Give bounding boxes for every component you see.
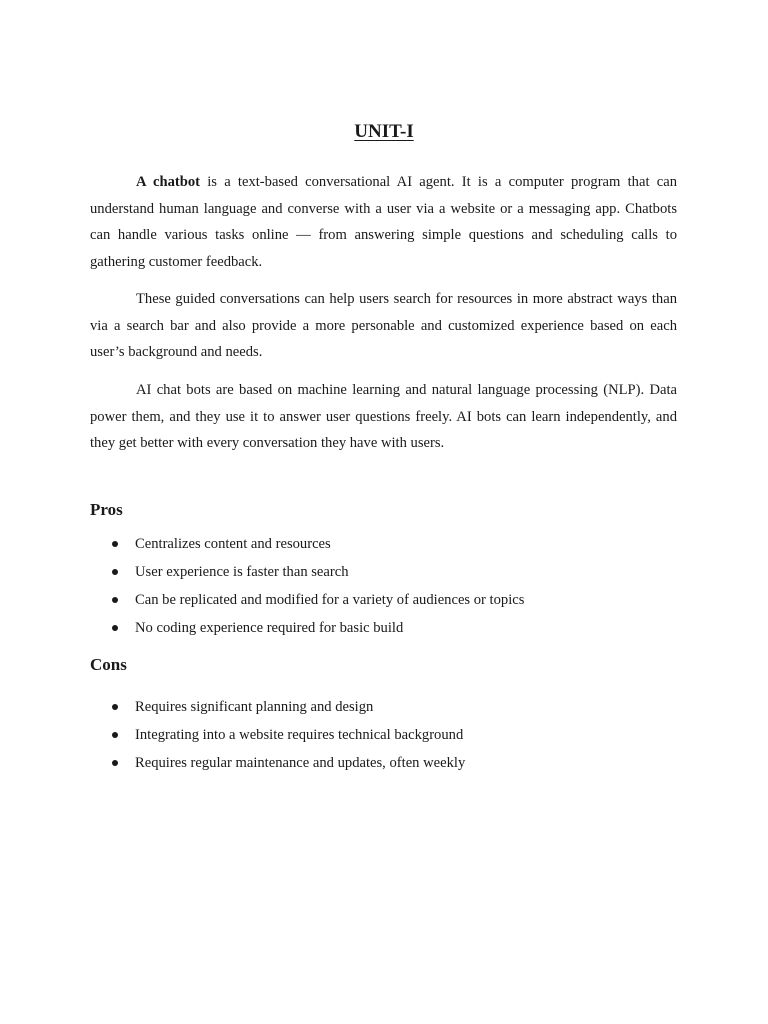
bullet-icon [112,541,118,547]
list-item [112,562,524,590]
list-item [112,534,524,562]
paragraph-text: is a text-based conversational AI agent. It is a computer program that can understand human language and converse with a user via a website or a messaging app. Chatbots can handle various tasks online — from answering simple questions and scheduling calls to gathering customer feedback. [90,174,677,270]
list-item [112,725,465,753]
list-item-text: Requires regular maintenance and updates, often weekly [135,755,466,771]
list-item-text: Integrating into a website requires technical background [135,727,464,743]
list-item-text: Requires significant planning and design [135,699,374,715]
page-title: UNIT-I [354,121,414,142]
paragraph-chatbot-definition [90,169,677,275]
list-item [112,753,465,781]
bullet-icon [112,569,118,575]
paragraph-ai-chatbots: AI chat bots are based on machine learning and natural language processing (NLP). Data power them, and they use it to answer user questions freely. AI bots can learn independently, and they get better with every conversation they have with users. [90,382,677,451]
bullet-icon [112,625,118,631]
paragraph-guided-conversations: These guided conversations can help users search for resources in more abstract ways than via a search bar and also provide a more personable and customized experience based on each user’s background and needs. [90,291,677,360]
bullet-icon [112,760,118,766]
paragraph-lead-term: A chatbot [136,174,200,190]
cons-list [112,697,465,781]
list-item-text: No coding experience required for basic build [135,620,404,636]
pros-list [112,534,524,646]
pros-heading: Pros [90,500,123,519]
list-item [112,590,524,618]
list-item [112,697,465,725]
bullet-icon [112,732,118,738]
list-item-text: Centralizes content and resources [135,536,331,552]
list-item-text: Can be replicated and modified for a variety of audiences or topics [135,592,525,608]
bullet-icon [112,704,118,710]
cons-heading: Cons [90,655,127,674]
bullet-icon [112,597,118,603]
list-item-text: User experience is faster than search [135,564,349,580]
list-item [112,618,524,646]
